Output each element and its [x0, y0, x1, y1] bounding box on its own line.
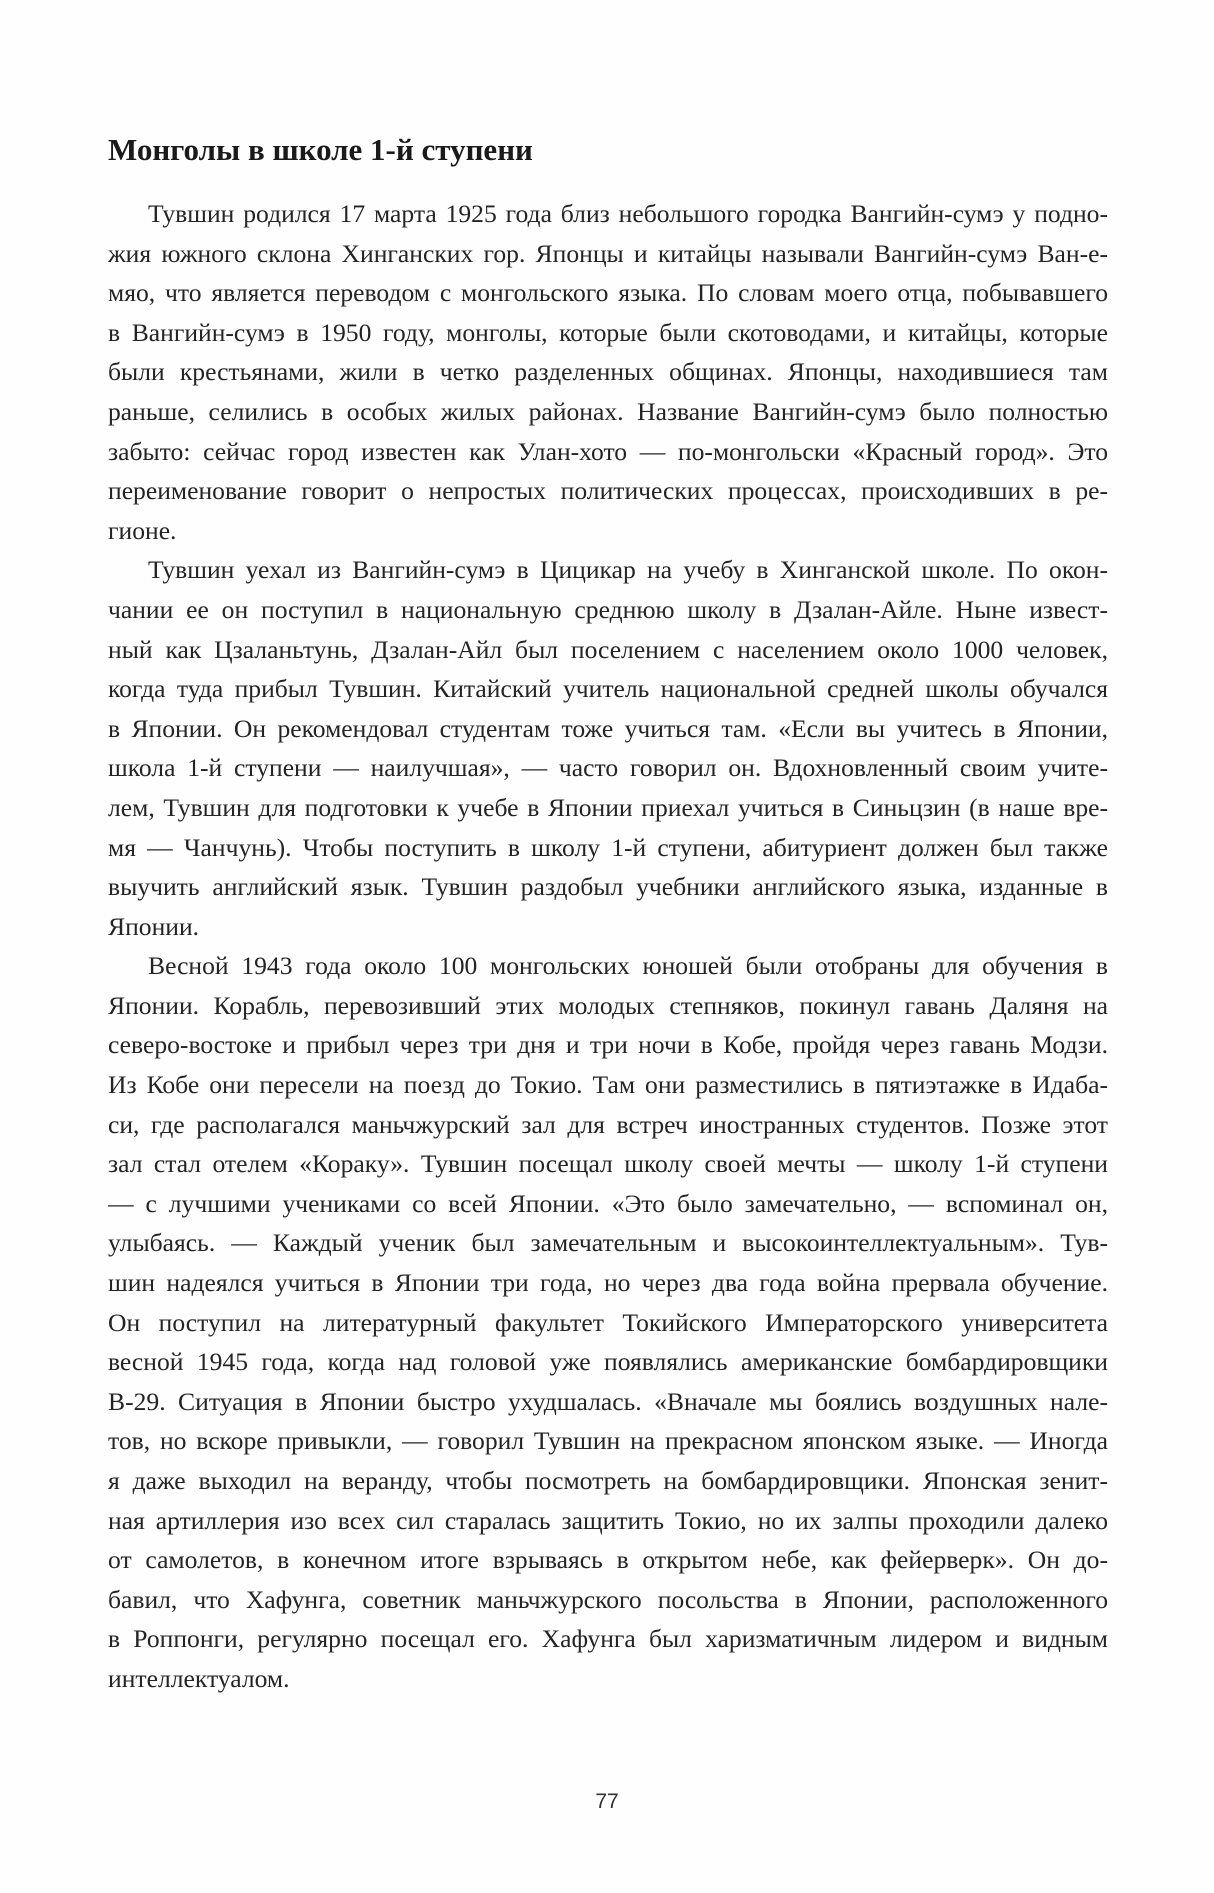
text-line: я даже выходил на веранду, чтобы посмотреть на бомбардировщики. Японская зенит- — [108, 1466, 1108, 1495]
text-line: улыбаясь. — Каждый ученик был замечательным и высокоинтеллектуальным». Тув- — [108, 1228, 1108, 1258]
text-line: Из Кобе они пересели на поезд до Токио. Там они разместились в пятиэтажке в Идаба- — [108, 1070, 1108, 1100]
text-line: раньше, селились в особых жилых районах. Название Вангийн-сумэ было полностью — [108, 396, 1108, 426]
text-line: шин надеялся учиться в Японии три года, но через два года война прервала обучение. — [108, 1268, 1108, 1298]
text-line: были крестьянами, жили в четко разделенных общинах. Японцы, находившиеся там — [108, 357, 1108, 387]
text-line: жия южного склона Хинганских гор. Японцы и китайцы называли Вангийн-сумэ Ван-е- — [108, 238, 1108, 268]
page-number: 77 — [595, 1790, 619, 1813]
paragraph — [108, 946, 1108, 1698]
text-line: тов, но вскоре привыкли, — говорил Тувшин на прекрасном японском языке. — Иногда — [108, 1426, 1108, 1456]
text-line: гионе. — [108, 515, 177, 545]
text-line: Тувшин родился 17 марта 1925 года близ небольшого городка Вангийн-сумэ у подно- — [148, 199, 1108, 228]
text-line: переименование говорит о непростых политических процессах, происходивших в ре- — [108, 476, 1108, 506]
body-text — [108, 194, 1108, 1699]
text-line: — с лучшими учениками со всей Японии. «Это было замечательно, — вспоминал он, — [108, 1188, 1108, 1218]
text-line: Японии. Корабль, перевозивший этих молодых степняков, покинул гавань Даляня на — [108, 990, 1108, 1020]
text-line: забыто: сейчас город известен как Улан-хото — по-монгольски «Красный город». Это — [108, 436, 1108, 466]
paragraph — [108, 550, 1108, 946]
text-line: когда туда прибыл Тувшин. Китайский учитель национальной средней школы обучался — [108, 674, 1108, 704]
text-line: лем, Тувшин для подготовки к учебе в Японии приехал учиться в Синьцзин (в наше вре- — [108, 792, 1108, 822]
text-line: Он поступил на литературный факультет Токийского Императорского университета — [108, 1307, 1108, 1337]
text-line: ная артиллерия изо всех сил старалась защитить Токио, но их залпы проходили далеко — [108, 1505, 1108, 1535]
text-line: от самолетов, в конечном итоге взрываясь в открытом небе, как фейерверк». Он до- — [108, 1545, 1108, 1575]
text-line: в Вангийн-сумэ в 1950 году, монголы, которые были скотоводами, и китайцы, которые — [108, 317, 1108, 347]
text-line: интеллектуалом. — [108, 1663, 290, 1693]
section-heading: Монголы в школе 1-й ступени — [108, 132, 533, 167]
text-line: ный как Цзаланьтунь, Дзалан-Айл был поселением с населением около 1000 человек, — [108, 634, 1108, 664]
text-line: в Роппонги, регулярно посещал его. Хафунга был харизматичным лидером и видным — [108, 1624, 1108, 1654]
text-line: Японии. — [108, 911, 200, 941]
text-line: си, где располагался маньчжурский зал для встреч иностранных студентов. Позже этот — [108, 1109, 1108, 1139]
text-line: северо-востоке и прибыл через три дня и три ночи в Кобе, пройдя через гавань Модзи. — [108, 1030, 1108, 1060]
text-line: чании ее он поступил в национальную среднюю школу в Дзалан-Айле. Ныне извест- — [108, 594, 1108, 624]
text-line: бавил, что Хафунга, советник маньчжурского посольства в Японии, расположенного — [108, 1584, 1108, 1614]
text-line: выучить английский язык. Тувшин раздобыл учебники английского языка, изданные в — [108, 872, 1108, 902]
text-line: весной 1945 года, когда над головой уже появлялись американские бомбардировщики — [108, 1347, 1108, 1377]
text-line: B-29. Ситуация в Японии быстро ухудшалась. «Вначале мы боялись воздушных нале- — [108, 1386, 1108, 1416]
text-line: зал стал отелем «Кораку». Тувшин посещал школу своей мечты — школу 1-й ступени — [108, 1149, 1108, 1179]
text-line: школа 1-й ступени — наилучшая», — часто говорил он. Вдохновленный своим учите- — [108, 753, 1108, 783]
text-line: мя — Чанчунь). Чтобы поступить в школу 1-й ступени, абитуриент должен был также — [108, 832, 1108, 862]
text-line: Тувшин уехал из Вангийн-сумэ в Цицикар на учебу в Хинганской школе. По окон- — [148, 555, 1108, 585]
paragraph — [108, 194, 1108, 550]
text-line: мяо, что является переводом с монгольского языка. По словам моего отца, побывавшего — [108, 278, 1108, 308]
text-line: Весной 1943 года около 100 монгольских юношей были отобраны для обучения в — [148, 951, 1108, 981]
text-line: в Японии. Он рекомендовал студентам тоже учиться там. «Если вы учитесь в Японии, — [108, 713, 1108, 743]
